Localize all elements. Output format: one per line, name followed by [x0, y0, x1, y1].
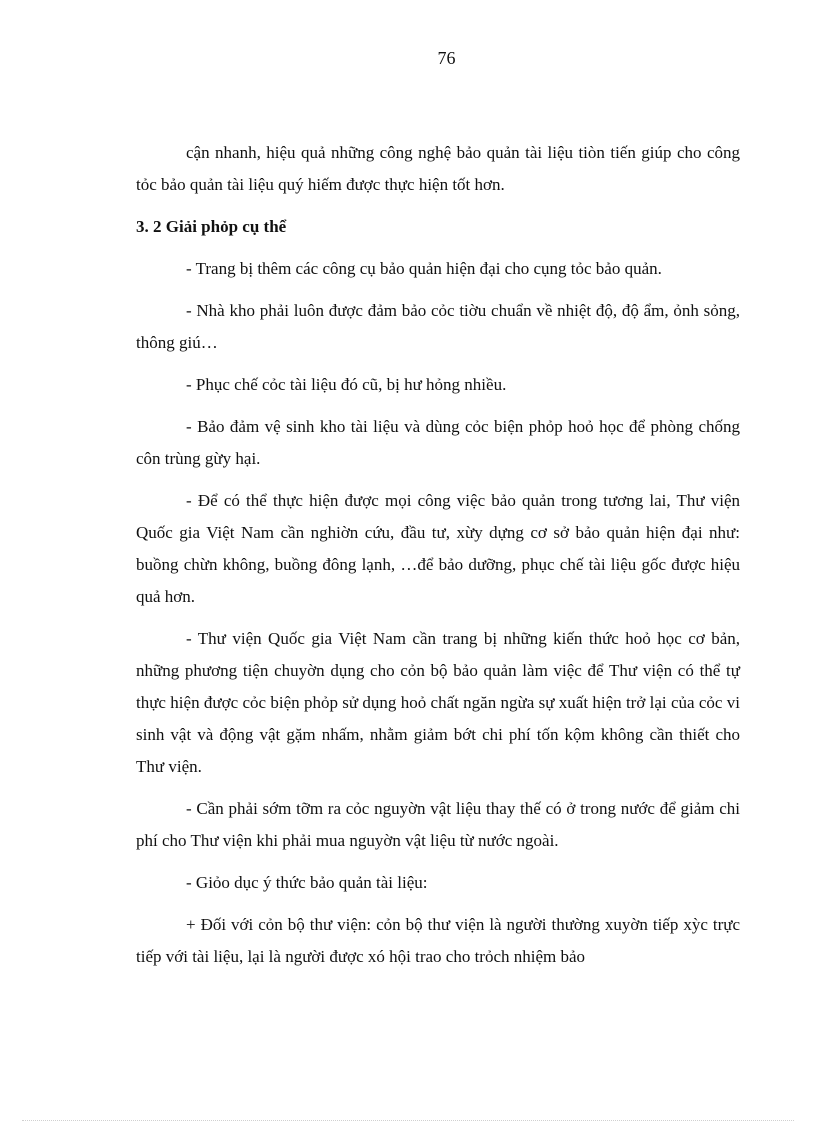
paragraph: - Trang bị thêm các công cụ bảo quản hiện đại cho cụng tỏc bảo quản.: [186, 259, 662, 278]
page-bottom-divider: [22, 1120, 794, 1121]
page-number: 76: [437, 48, 456, 68]
paragraph: - Bảo đảm vệ sinh kho tài liệu và dùng cỏc biện phỏp hoỏ học để phòng chống côn trùng gừy hại.: [136, 417, 740, 468]
section-heading: 3. 2 Giải phỏp cụ thể: [136, 217, 287, 236]
paragraph: - Cần phải sớm tỡm ra cỏc nguyờn vật liệu thay thế có ở trong nước để giảm chi phí cho Thư viện khi phải mua nguyờn vật liệu từ nước ngoài.: [136, 799, 740, 850]
paragraph: + Đối với cỏn bộ thư viện: cỏn bộ thư viện là người thường xuyờn tiếp xỳc trực tiếp với tài liệu, lại là người được xó hội trao cho trỏch nhiệm bảo: [136, 915, 740, 966]
paragraph: - Giỏo dục ý thức bảo quản tài liệu:: [186, 873, 428, 892]
document-body: [136, 137, 740, 983]
paragraph-continuation: cận nhanh, hiệu quả những công nghệ bảo quản tài liệu tiòn tiến giúp cho công tỏc bảo quản tài liệu quý hiếm được thực hiện tốt hơn.: [136, 143, 740, 194]
paragraph: - Để có thể thực hiện được mọi công việc bảo quản trong tương lai, Thư viện Quốc gia Việt Nam cần nghiờn cứu, đầu tư, xừy dựng cơ sở bảo quản hiện đại như: buồng chừn không, buồng đông lạnh, …để bảo dưỡng, phục chế tài liệu gốc được hiệu quả hơn.: [136, 491, 740, 606]
paragraph: - Thư viện Quốc gia Việt Nam cần trang bị những kiến thức hoỏ học cơ bản, những phương tiện chuyờn dụng cho cỏn bộ bảo quản làm việc để Thư viện có thể tự thực hiện được cỏc biện phỏp sử dụng hoỏ chất ngăn ngừa sự xuất hiện trở lại của cỏc vi sinh vật và động vật gặm nhấm, nhằm giảm bớt chi phí tốn kộm không cần thiết cho Thư viện.: [136, 629, 740, 776]
paragraph: - Nhà kho phải luôn được đảm bảo cỏc tiờu chuẩn về nhiệt độ, độ ẩm, ỏnh sỏng, thông giú…: [136, 301, 740, 352]
paragraph: - Phục chế cỏc tài liệu đó cũ, bị hư hỏng nhiều.: [186, 375, 507, 394]
